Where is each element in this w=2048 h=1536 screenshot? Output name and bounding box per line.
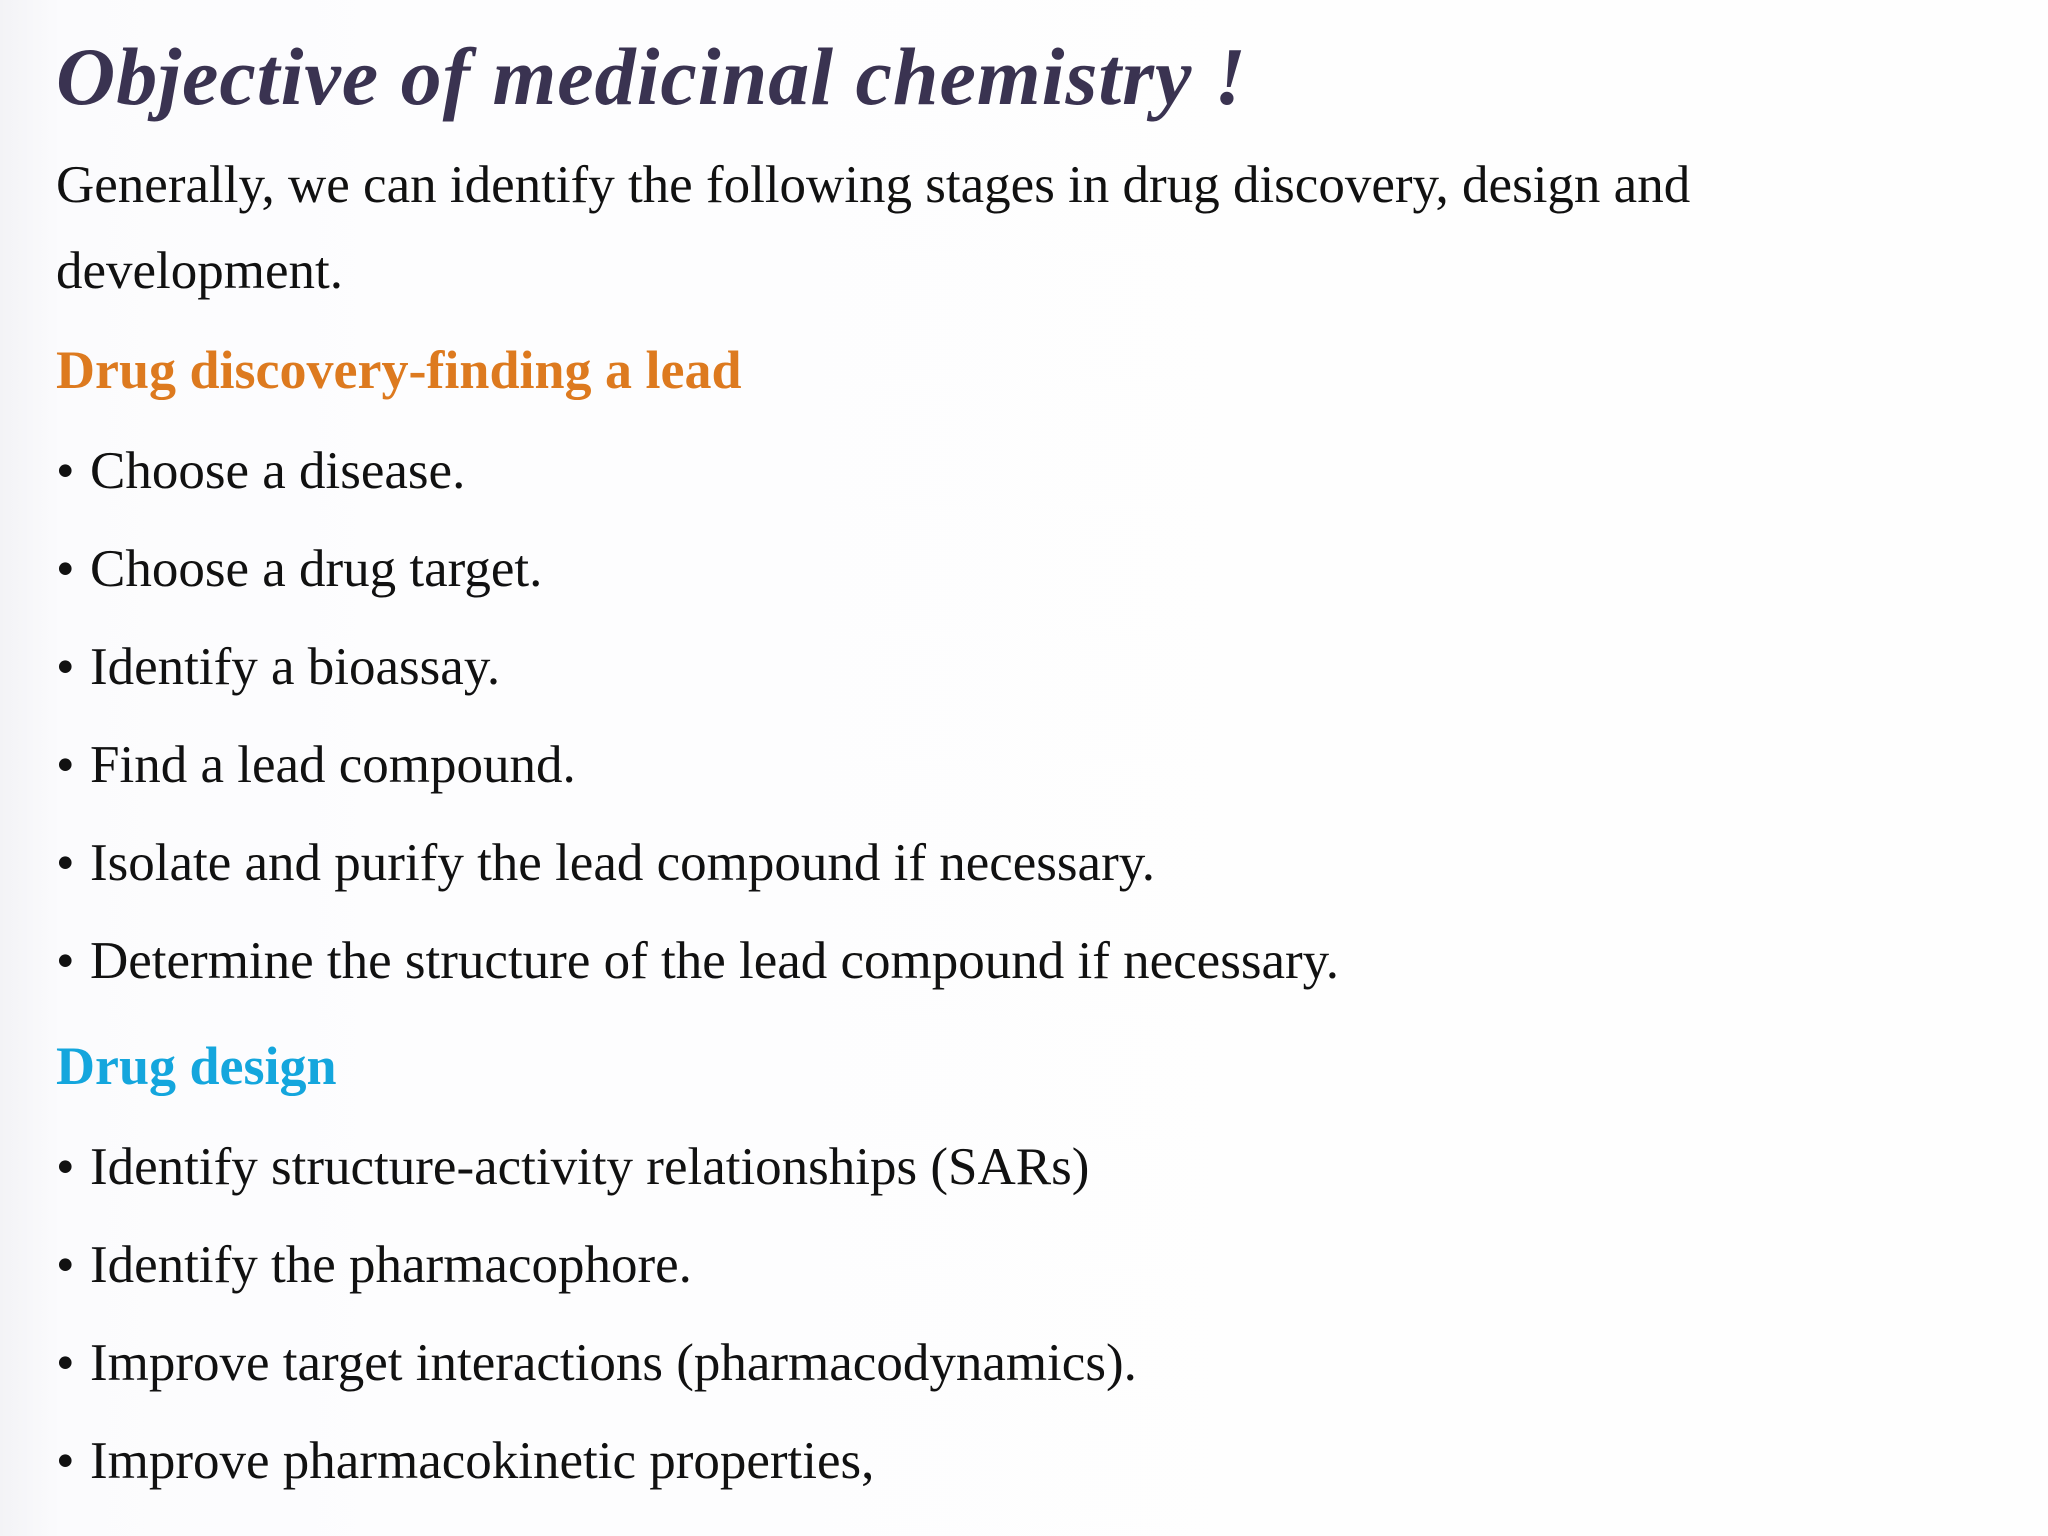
bullet-icon: • [56,540,75,599]
list-item-text: Identify the pharmacophore. [90,1236,692,1295]
list-item [56,716,1956,814]
bullet-icon: • [56,1138,75,1197]
bullet-icon: • [56,638,75,697]
list-item-text: Determine the structure of the lead compound if necessary. [90,932,1339,991]
list-item [56,1216,1956,1314]
bullet-icon: • [56,736,75,795]
section-heading-drug-design: Drug design [56,1036,337,1097]
list-item-text: Choose a drug target. [90,540,543,599]
slide-content [56,31,1956,1510]
bullet-icon: • [56,1334,75,1393]
drug-discovery-list [56,422,1956,1010]
bullet-icon: • [56,932,75,991]
list-item-text: Find a lead compound. [90,736,576,795]
slide-title: Objective of medicinal chemistry ! [56,31,1247,122]
section-heading-drug-discovery: Drug discovery-finding a lead [56,340,742,401]
bullet-icon: • [56,442,75,501]
list-item-text: Choose a disease. [90,442,466,501]
list-item [56,422,1956,520]
list-item-text: Identify a bioassay. [90,638,501,697]
list-item [56,1412,1956,1510]
list-item-text: Isolate and purify the lead compound if necessary. [90,834,1156,893]
bullet-icon: • [56,834,75,893]
list-item [56,912,1956,1010]
list-item [56,1314,1956,1412]
list-item-text: Improve pharmacokinetic properties, [90,1432,875,1491]
list-item [56,520,1956,618]
list-item [56,1118,1956,1216]
bullet-icon: • [56,1236,75,1295]
list-item-text: Identify structure-activity relationships (SARs) [90,1138,1090,1197]
intro-paragraph: Generally, we can identify the following stages in drug discovery, design and development. [56,156,1691,301]
list-item-text: Improve target interactions (pharmacodynamics). [90,1334,1137,1393]
bullet-icon: • [56,1432,75,1491]
drug-design-list [56,1118,1956,1510]
list-item [56,618,1956,716]
list-item [56,814,1956,912]
